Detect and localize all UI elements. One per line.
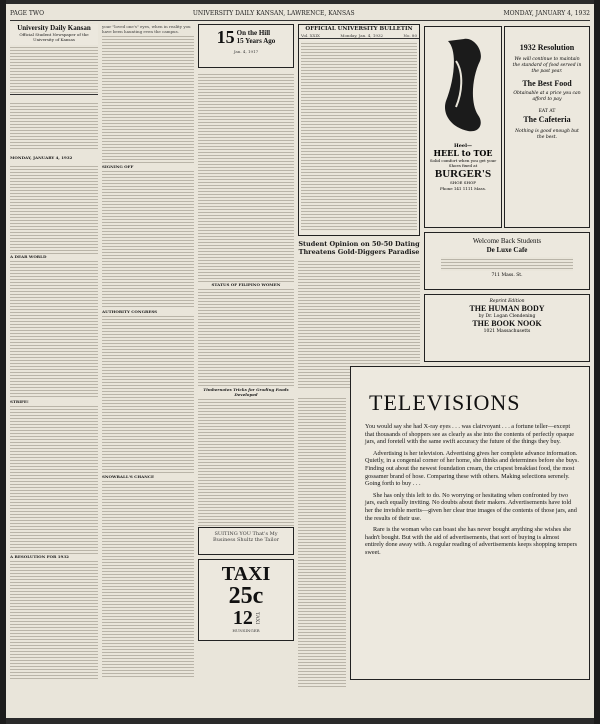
book-address: 1021 Massachusetts — [483, 329, 531, 334]
book-shop-name: THE BOOK NOOK — [472, 319, 542, 328]
fifteen-on-the-hill: On the Hill — [236, 29, 271, 37]
editorial-text-3 — [10, 559, 98, 679]
resolution-title: 1932 Resolution — [519, 43, 575, 52]
resolution-cafeteria: The Cafeteria — [523, 115, 571, 124]
book-title: THE HUMAN BODY — [469, 304, 545, 313]
shoe-shop-ad — [424, 26, 502, 228]
editorial-text — [10, 164, 98, 254]
column-4-lower — [298, 396, 346, 696]
masthead — [10, 10, 590, 21]
shoe-body: Solid comfort when you get your Shoes fixed at — [429, 158, 497, 168]
col2-heading-2: AUTHORITY CONGRESS — [102, 309, 158, 314]
taxi-number: 12 — [232, 607, 253, 629]
column-1 — [10, 24, 98, 714]
welcome-address: 711 Mass. St. — [491, 273, 523, 278]
taxi-ad — [198, 559, 294, 641]
column-4 — [298, 24, 420, 394]
bulletin-title: OFFICIAL UNIVERSITY BULLETIN — [305, 26, 413, 32]
col2-text-c — [102, 314, 194, 474]
col3-text-c — [198, 397, 294, 527]
tailor-ad — [198, 527, 294, 555]
televisions-paragraph-1: You would say she had X-ray eyes . . . was clairvoyant . . . a fortune teller—except that thousands of shoppers see as clearly as she into the contents of perfectly opaque jars, and foretell with the same swift accuracy the future of the things they buy. — [365, 423, 574, 446]
fifteen-years-box — [198, 24, 294, 68]
newspaper-page — [6, 4, 594, 718]
tailor-ad-text: SUITING YOU That's My Business Shultz the Tailor — [213, 531, 279, 543]
fifteen-date: Jan. 4, 1917 — [233, 49, 259, 54]
editorial-title-1: A DEAR WORLD — [10, 254, 47, 259]
bulletin-no: No. 80 — [403, 33, 417, 38]
bulletin-text — [301, 41, 417, 231]
staff-listing-2 — [10, 101, 98, 151]
nameplate-box — [10, 24, 98, 95]
col2-text-d — [102, 479, 194, 679]
shoe-illustration-icon — [428, 31, 498, 141]
right-page-edge — [594, 0, 600, 724]
bulletin-meta — [299, 33, 419, 39]
taxi-price: 25c — [228, 583, 264, 609]
col2-heading-3: SNOWBALL'S CHANCE — [102, 474, 155, 479]
resolution-price: Obtainable at a price you can afford to pay — [513, 91, 581, 102]
masthead-center: UNIVERSITY DAILY KANSAN, LAWRENCE, KANSAS — [192, 10, 355, 17]
welcome-cafe: De Luxe Cafe — [486, 246, 528, 254]
book-author: by Dr. Logan Clendening — [478, 314, 536, 319]
col3-heading-2: Timbernotes Tricks for Grading Foods Developed — [203, 387, 289, 397]
televisions-paragraph-3: She has only this left to do. No worrying or hesitating when confronted by two jars, each equally inviting. No doubts about their makers. Advertisements have told her the invisible merits—given her clear true images of the contents of those jars, and the results of their use. — [365, 491, 577, 522]
col2-top-text: your "loved one's" eyes, when in reality you have been haunting even the campus. — [102, 24, 191, 34]
fifteen-caption — [237, 29, 276, 45]
shoe-shop-name: BURGER'S — [434, 168, 492, 180]
fifteen-number: 15 — [216, 27, 235, 47]
resolution-eat: EAT AT — [538, 109, 556, 114]
resolution-body: We will continue to maintain the standard of food served in the past year. — [512, 57, 582, 74]
resolution-best-food: The Best Food — [522, 79, 572, 88]
fifteen-years-title — [199, 28, 293, 46]
date-line: MONDAY, JANUARY 4, 1932 — [10, 155, 73, 160]
column-2 — [102, 24, 194, 714]
televisions-title: TELEVISIONS — [369, 390, 521, 415]
col3-text-b — [198, 287, 294, 387]
shoe-heel-to-toe: HEEL to TOE — [433, 148, 493, 158]
staff-listing — [10, 45, 98, 93]
taxi-name: HUNSINGER — [232, 628, 260, 633]
taxi-side: TAXI — [254, 611, 261, 624]
shoe-phone: Phone 141 1111 Mass. — [439, 186, 487, 191]
resolution-tagline: Nothing is good enough but the best. — [515, 129, 579, 140]
editorial-text-2 — [10, 404, 98, 554]
col2-heading-1: SIGNING OFF — [102, 164, 134, 169]
col3-text-a — [198, 72, 294, 282]
col4-lower-text — [298, 396, 346, 688]
nameplate-subtitle: Official Student Newspaper of the University of Kansas — [19, 32, 89, 42]
resolution-ad — [504, 26, 590, 228]
televisions-paragraph-2: Advertising is her television. Advertising gives her complete advance information. Quietly, in a congenial corner of her home, she thinks and determines before she buys. Finding out about the newest foundation cream, the crispest breakfast food, the most gossamer brand of hose. Comparing these with others. Making selections serenely. Going forth to buy . . . — [365, 449, 579, 488]
dating-headline: Student Opinion on 50-50 Dating Threatens Gold-Diggers Paradise — [298, 240, 420, 256]
editorial-title-2: STRIFE! — [10, 399, 29, 404]
official-bulletin — [298, 24, 420, 236]
fifteen-years-ago: 15 Years Ago — [236, 37, 276, 45]
col2-text-b — [102, 169, 194, 309]
televisions-ad — [350, 366, 590, 680]
welcome-text — [441, 257, 573, 271]
shoe-heel: Heel— — [454, 143, 472, 149]
welcome-title: Welcome Back Students — [472, 237, 542, 245]
book-nook-ad — [424, 294, 590, 362]
bulletin-vol: Vol. XXIX — [301, 33, 320, 38]
taxi-word: TAXI — [221, 563, 271, 585]
masthead-left: PAGE TWO — [10, 10, 44, 17]
nameplate: University Daily Kansan — [17, 24, 91, 32]
editorial-text-1 — [10, 259, 98, 399]
column-3 — [198, 24, 294, 714]
editorial-title-3: A RESOLUTION FOR 1932 — [10, 554, 69, 559]
col2-text-a — [102, 34, 194, 164]
shoe-shop-sub: SHOE SHOP — [450, 180, 476, 185]
col3-heading-1: STATUS OF FILIPINO WOMEN — [211, 282, 281, 287]
masthead-right: MONDAY, JANUARY 4, 1932 — [503, 10, 590, 17]
book-reprint: Reprint Edition — [489, 299, 525, 304]
welcome-ad — [424, 232, 590, 290]
televisions-paragraph-4: Rare is the woman who can boast she has never bought anything she wishes she hadn't bought. But with the aid of advertisements, that sort of buying is almost entirely done away with. A regular reading of advertisements keeps shopping tempers sweet. — [365, 526, 578, 556]
bulletin-date: Monday, Jan. 4, 1932 — [340, 33, 384, 38]
